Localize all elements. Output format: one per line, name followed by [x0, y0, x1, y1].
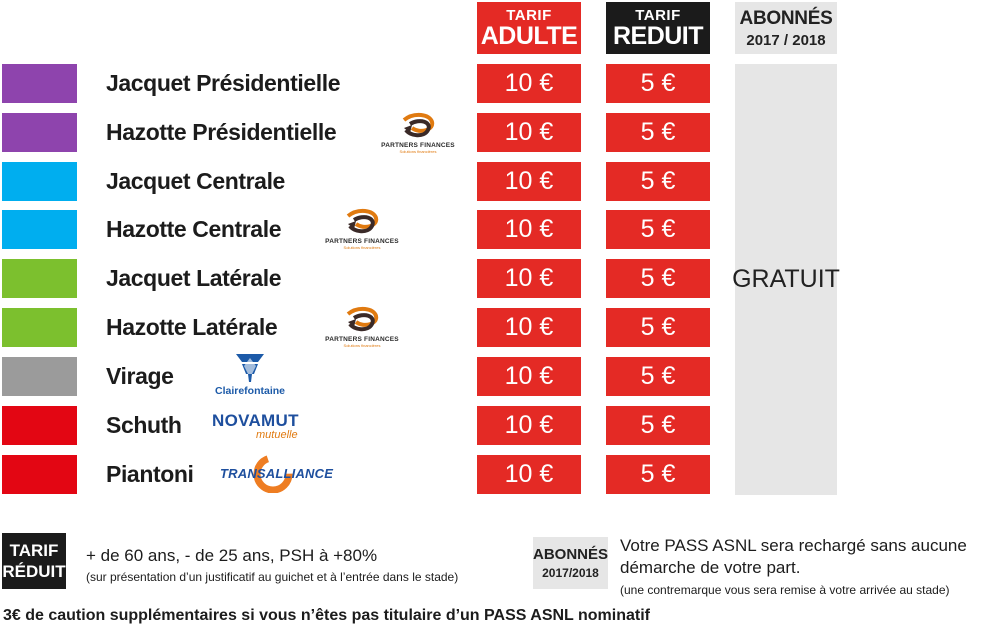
price-adulte: 10 € — [477, 113, 581, 152]
row-label: Piantoni — [106, 461, 194, 487]
partners-finances-sub: Solutions financières — [343, 343, 381, 348]
row-color-swatch — [2, 455, 77, 494]
partners-finances-name: PARTNERS FINANCES — [325, 336, 399, 343]
partners-finances-sub: Solutions financières — [399, 149, 437, 154]
partners-finances-logo — [324, 208, 400, 248]
partners-finances-sub: Solutions financières — [343, 245, 381, 250]
legend-abonnes-badge — [533, 537, 608, 589]
price-reduit: 5 € — [606, 308, 710, 347]
price-adulte: 10 € — [477, 406, 581, 445]
legend-abonnes-badge-line2: 2017/2018 — [542, 566, 599, 580]
partners-finances-name: PARTNERS FINANCES — [381, 142, 455, 149]
header-adulte-line2: ADULTE — [480, 21, 578, 50]
partners-finances-swirl-icon — [324, 208, 400, 238]
novamut-name: NOVAMUT — [212, 411, 299, 430]
header-reduit-line2: REDUIT — [612, 21, 704, 50]
legend-abonnes-text-line2: démarche de votre part. — [620, 558, 801, 577]
price-adulte: 10 € — [477, 210, 581, 249]
transalliance-logo — [218, 455, 334, 493]
header-abonnes-line2: 2017 / 2018 — [746, 31, 826, 49]
price-adulte: 10 € — [477, 357, 581, 396]
row-color-swatch — [2, 308, 77, 347]
price-reduit: 5 € — [606, 210, 710, 249]
abonnes-gratuit-column — [732, 64, 840, 495]
legend-abonnes-note: (une contremarque vous sera remise à votre arrivée au stade) — [620, 583, 950, 597]
price-adulte: 10 € — [477, 308, 581, 347]
legend-reduit-badge-line2: RÉDUIT — [2, 562, 66, 581]
row-color-swatch — [2, 259, 77, 298]
partners-finances-swirl-icon — [380, 112, 456, 142]
row-label: Hazotte Présidentielle — [106, 119, 337, 145]
row-color-swatch — [2, 113, 77, 152]
price-adulte: 10 € — [477, 259, 581, 298]
price-adulte: 10 € — [477, 64, 581, 103]
price-reduit: 5 € — [606, 64, 710, 103]
clairefontaine-logo — [208, 352, 292, 398]
row-label: Schuth — [106, 412, 182, 438]
gratuit-label: GRATUIT — [732, 265, 840, 293]
row-label: Virage — [106, 363, 174, 389]
legend-abonnes-text-line1: Votre PASS ASNL sera rechargé sans aucune — [620, 536, 967, 555]
clairefontaine-clover-icon — [208, 352, 292, 384]
header-abonnes-line1: ABONNÉS — [739, 7, 833, 29]
header-tarif-adulte — [477, 2, 581, 54]
price-reduit: 5 € — [606, 357, 710, 396]
legend-reduit-badge-line1: TARIF — [9, 541, 59, 560]
row-label: Hazotte Latérale — [106, 314, 278, 340]
price-reduit: 5 € — [606, 455, 710, 494]
row-color-swatch — [2, 162, 77, 201]
partners-finances-name: PARTNERS FINANCES — [325, 238, 399, 245]
partners-finances-logo — [380, 112, 456, 152]
header-tarif-reduit — [606, 2, 710, 54]
price-reduit: 5 € — [606, 259, 710, 298]
price-reduit: 5 € — [606, 162, 710, 201]
price-reduit: 5 € — [606, 113, 710, 152]
novamut-sub: mutuelle — [256, 429, 298, 441]
header-adulte-line1: TARIF — [506, 6, 552, 24]
row-color-swatch — [2, 357, 77, 396]
row-label: Jacquet Présidentielle — [106, 70, 341, 96]
header-reduit-line1: TARIF — [635, 6, 681, 24]
price-adulte: 10 € — [477, 162, 581, 201]
row-label: Jacquet Centrale — [106, 168, 285, 194]
partners-finances-swirl-icon — [324, 306, 400, 336]
row-label: Jacquet Latérale — [106, 265, 282, 291]
price-reduit: 5 € — [606, 406, 710, 445]
clairefontaine-name: Clairefontaine — [214, 385, 285, 397]
row-color-swatch — [2, 406, 77, 445]
legend-tarif-reduit-badge — [2, 533, 66, 589]
transalliance-name: TRANSALLIANCE — [220, 466, 334, 481]
partners-finances-logo — [324, 306, 400, 346]
legend-abonnes-badge-line1: ABONNÉS — [533, 546, 609, 563]
row-label: Hazotte Centrale — [106, 216, 282, 242]
price-adulte: 10 € — [477, 455, 581, 494]
row-color-swatch — [2, 64, 77, 103]
legend-reduit-note: (sur présentation d’un justificatif au guichet et à l’entrée dans le stade) — [86, 570, 459, 584]
novamut-logo — [212, 411, 312, 441]
caution-notice: 3€ de caution supplémentaires si vous n’êtes pas titulaire d’un PASS ASNL nominatif — [3, 607, 650, 624]
legend-reduit-conditions: + de 60 ans, - de 25 ans, PSH à +80% — [86, 546, 378, 565]
row-color-swatch — [2, 210, 77, 249]
header-abonnes — [735, 2, 837, 54]
